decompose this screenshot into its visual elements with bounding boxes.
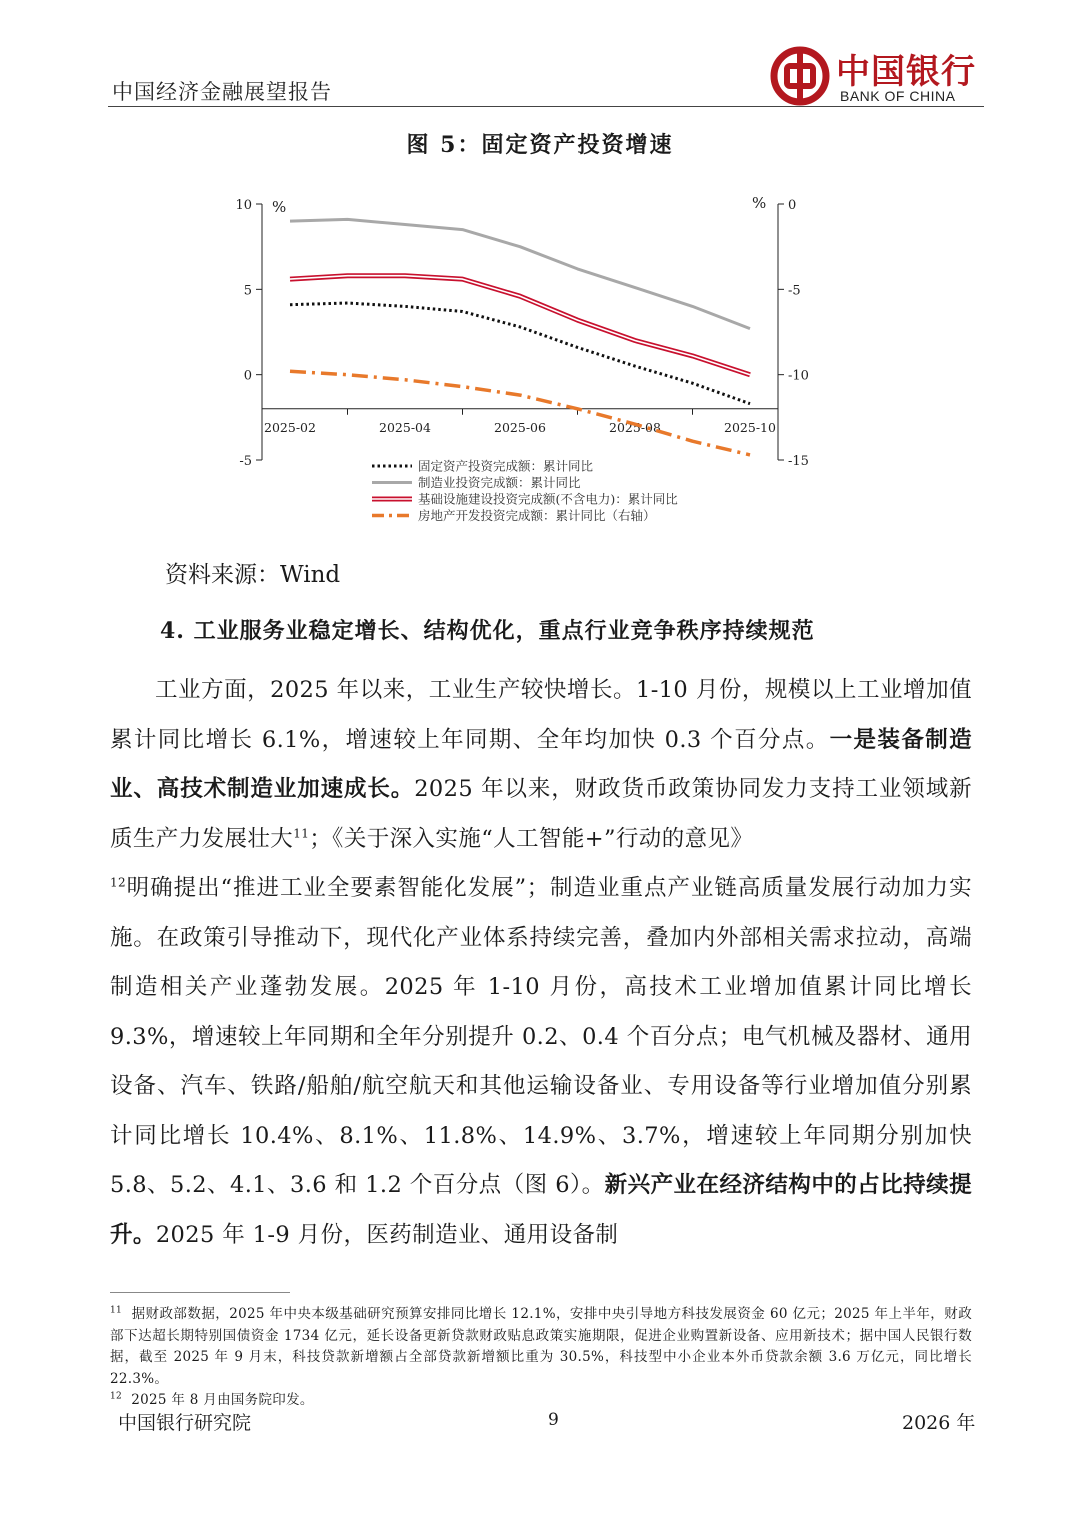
line-chart <box>220 190 840 535</box>
series-line-infrastructure <box>290 276 750 375</box>
data-source: 资料来源：Wind <box>165 562 341 588</box>
right-y-tick-label: -10 <box>788 368 809 384</box>
series-line-3 <box>290 371 750 455</box>
left-y-tick-label: -5 <box>239 454 252 469</box>
footnote-ref[interactable]: 12 <box>110 875 127 890</box>
right-y-tick-label: 0 <box>788 198 797 213</box>
body-emphasis: 一是装备制造业、高技术制造业加速成长。 <box>110 726 972 802</box>
left-y-tick-label: 5 <box>243 283 252 299</box>
series-line-infrastructure-inner <box>290 276 750 375</box>
body-paragraph <box>110 666 972 1260</box>
footnote-ref[interactable]: 11 <box>293 826 310 840</box>
footnotes <box>110 1304 972 1412</box>
legend-label: 固定资产投资完成额：累计同比 <box>418 458 594 474</box>
logo-english-name: BANK OF CHINA <box>840 88 956 104</box>
body-text: 2025 年 1-9 月份，医药制造业、通用设备制 <box>155 1221 619 1248</box>
footnote-divider <box>110 1292 290 1293</box>
x-tick-label: 2025-04 <box>379 419 431 435</box>
right-y-tick-label: -15 <box>788 454 809 469</box>
body-emphasis: 新兴产业在经济结构中的占比持续提升。 <box>110 1172 973 1248</box>
footer-year: 2026 年 <box>902 1412 976 1434</box>
legend-label: 房地产开发投资完成额：累计同比（右轴） <box>418 508 656 523</box>
bank-of-china-emblem-icon <box>770 46 830 106</box>
x-tick-label: 2025-06 <box>494 419 546 435</box>
page-number: 9 <box>548 1410 559 1430</box>
bank-logo <box>770 44 980 110</box>
footnote <box>110 1304 972 1390</box>
figure-title: 图 5：固定资产投资增速 <box>406 132 674 158</box>
footer-organization: 中国银行研究院 <box>118 1412 252 1434</box>
x-tick-label: 2025-02 <box>264 419 316 435</box>
footnote-text: 据财政部数据，2025 年中央本级基础研究预算安排同比增长 12.1%，安排中央引导地方科技发展资金 60 亿元；2025 年上半年，财政部下达超长期特别国债资金 1734 亿元，延长设备更新贷款财政贴息政策实施期限，促进企业购置新设备、应用新技术；据中国人民银行数据，截至 2025 年 9 月末，科技贷款新增额占全部贷款新增额比重为 30.5%，科技型中小企业本外币贷款余额 3.6 万亿元，同比增长 22.3%。 <box>110 1306 973 1387</box>
body-text: ；《关于深入实施“人工智能+”行动的意见》 <box>309 825 754 852</box>
section-heading: 4. 工业服务业稳定增长、结构优化，重点行业竞争秩序持续规范 <box>160 618 815 644</box>
left-y-tick-label: 10 <box>235 198 252 213</box>
body-text: 明确提出“推进工业全要素智能化发展”；制造业重点产业链高质量发展行动加力实施。在政策引导推动下，现代化产业体系持续完善，叠加内外部相关需求拉动，高端制造相关产业蓬勃发展。2025 年 1-10 月份，高技术工业增加值累计同比增长 9.3%，增速较上年同期和全年分别提升 0.2、0.4 个百分点；电气机械及器材、通用设备、汽车、铁路/船舶/航空航天和其他运输设备业、专用设备等行业增加值分别累计同比增长 10.4%、8.1%、11.8%、14.9%、3.7%，增速较上年同期分别加快 5.8、5.2、4.1、3.6 和 1.2 个百分点（图 6）。 <box>110 875 972 1198</box>
report-title: 中国经济金融展望报告 <box>112 80 332 104</box>
logo-chinese-name: 中国银行 <box>836 52 976 92</box>
right-axis-unit: % <box>752 194 767 212</box>
legend-label: 基础设施建设投资完成额(不含电力)：累计同比 <box>418 491 678 507</box>
x-tick-label: 2025-08 <box>609 419 661 435</box>
body-text: 2025 年以来，财政货币政策协同发力支持工业领域新质生产力发展壮大 <box>110 776 972 852</box>
footnote-mark: 11 <box>110 1305 123 1316</box>
left-y-tick-label: 0 <box>243 368 252 384</box>
body-text: 工业方面，2025 年以来，工业生产较快增长。1-10 月份，规模以上工业增加值累计同比增长 6.1%，增速较上年同期、全年均加快 0.3 个百分点。 <box>110 677 972 753</box>
footnote-text: 2025 年 8 月由国务院印发。 <box>131 1392 314 1408</box>
fixed-asset-investment-chart <box>220 190 840 535</box>
left-axis-unit: % <box>272 198 287 216</box>
x-tick-label: 2025-10 <box>724 419 776 435</box>
legend-label: 制造业投资完成额：累计同比 <box>418 475 581 490</box>
footnote-mark: 12 <box>110 1391 123 1402</box>
right-y-tick-label: -5 <box>788 283 801 299</box>
